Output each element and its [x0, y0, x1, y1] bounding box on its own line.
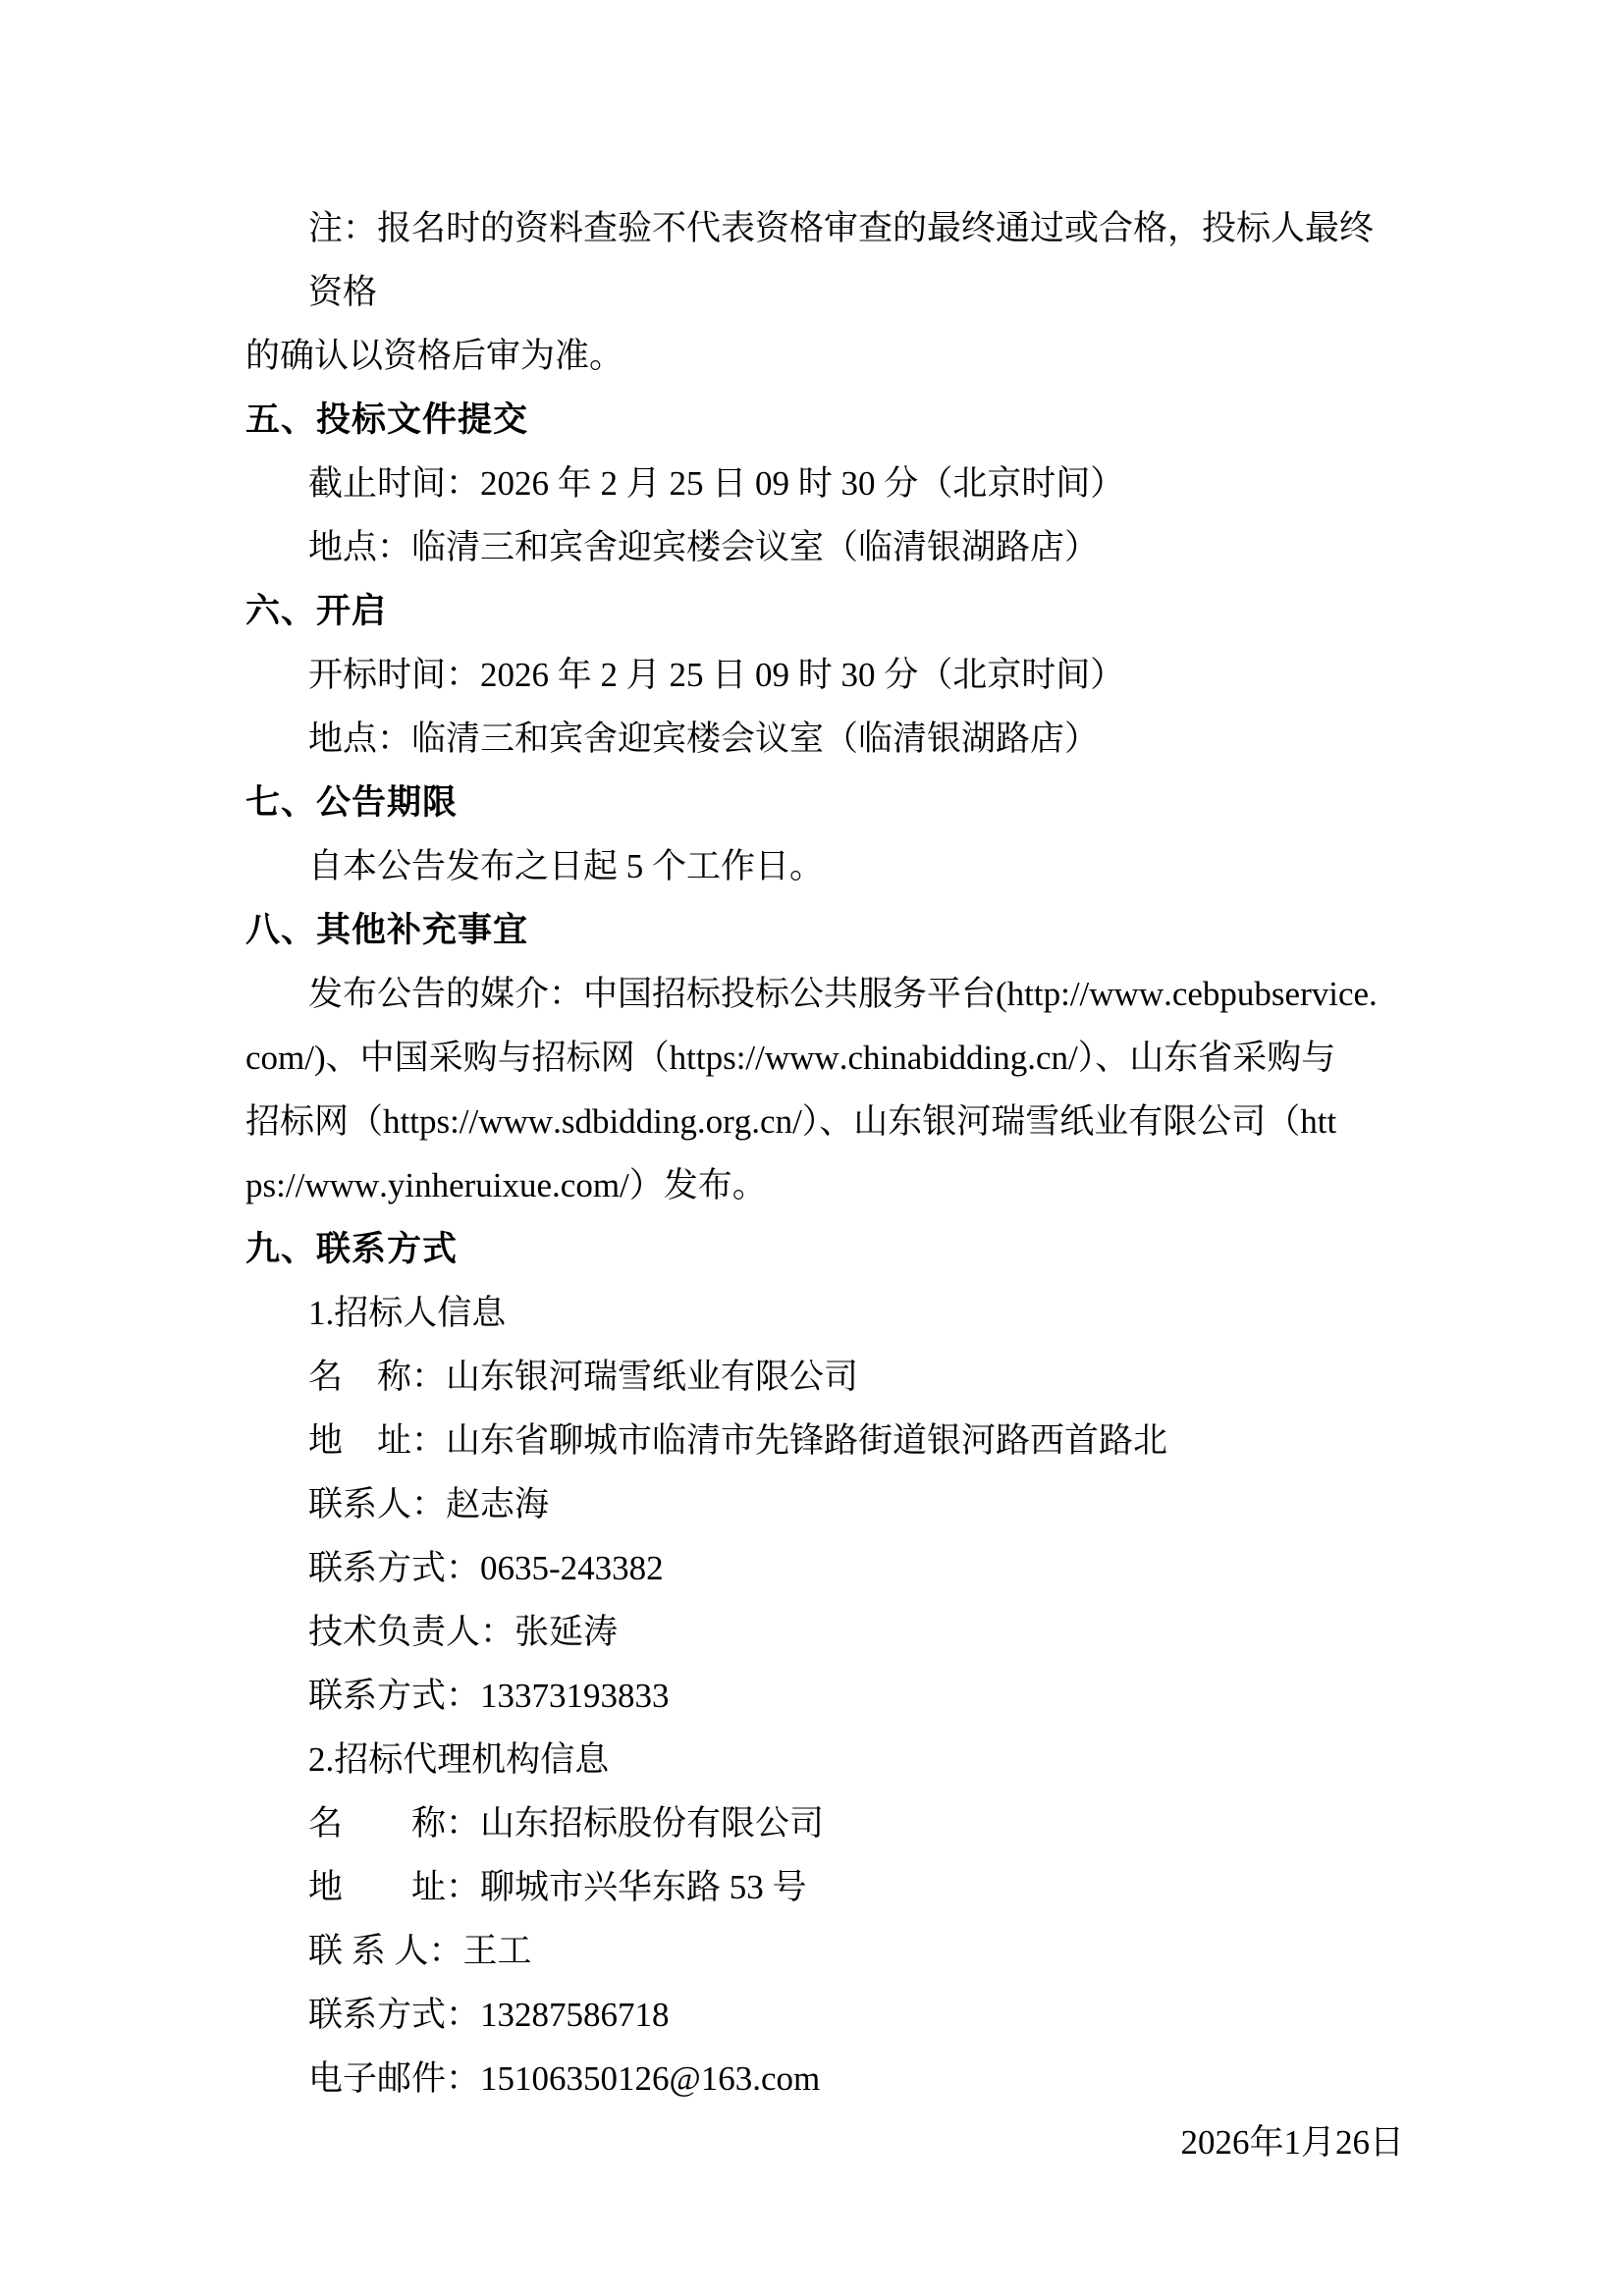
- tenderer-contact-line: 联系人：赵志海: [308, 1485, 550, 1523]
- agency-phone-line: 联系方式：13287586718: [308, 1996, 670, 2034]
- opening-location-line: 地点：临清三和宾舍迎宾楼会议室（临清银湖路店）: [308, 720, 1100, 758]
- opening-time-line: 开标时间：2026 年 2 月 25 日 09 时 30 分（北京时间）: [308, 656, 1125, 694]
- section-7-heading: 七、公告期限: [245, 783, 459, 822]
- agency-name-line: 名 称：山东招标股份有限公司: [308, 1804, 825, 1842]
- tenderer-phone-line: 联系方式：0635-243382: [308, 1549, 664, 1587]
- tenderer-info-heading: 1.招标人信息: [308, 1294, 507, 1332]
- media-paragraph-line-2: com/)、中国采购与招标网（https://www.chinabidding.cn/）、山东省采购与: [245, 1039, 1336, 1077]
- note-paragraph-line-2: 的确认以资格后审为准。: [245, 337, 624, 375]
- media-paragraph-line-1: 发布公告的媒介：中国招标投标公共服务平台(http://www.cebpubservice.: [308, 975, 1378, 1013]
- document-date: 2026年1月26日: [1180, 2123, 1404, 2162]
- section-8-heading: 八、其他补充事宜: [245, 911, 529, 949]
- agency-info-heading: 2.招标代理机构信息: [308, 1740, 610, 1779]
- document-body: [245, 196, 1404, 2110]
- agency-email-line: 电子邮件：15106350126@163.com: [308, 2059, 821, 2098]
- agency-address-line: 地 址：聊城市兴华东路 53 号: [308, 1868, 807, 1906]
- technical-phone-line: 联系方式：13373193833: [308, 1677, 670, 1715]
- tenderer-address-line: 地 址：山东省聊城市临清市先锋路街道银河路西首路北: [308, 1421, 1168, 1460]
- section-9-heading: 九、联系方式: [245, 1230, 459, 1268]
- agency-contact-line: 联 系 人：王工: [308, 1932, 532, 1970]
- document-content: [245, 196, 1404, 2174]
- submit-deadline-line: 截止时间：2026 年 2 月 25 日 09 时 30 分（北京时间）: [308, 464, 1125, 503]
- section-5-heading: 五、投标文件提交: [245, 400, 529, 439]
- announcement-period-line: 自本公告发布之日起 5 个工作日。: [308, 847, 825, 885]
- technical-lead-line: 技术负责人：张延涛: [308, 1613, 619, 1651]
- section-6-heading: 六、开启: [245, 592, 388, 630]
- note-paragraph-line-1: 注：报名时的资料查验不代表资格审查的最终通过或合格，投标人最终资格: [308, 209, 1375, 311]
- submit-location-line: 地点：临清三和宾舍迎宾楼会议室（临清银湖路店）: [308, 528, 1100, 566]
- media-paragraph-line-3: 招标网（https://www.sdbidding.org.cn/）、山东银河瑞雪纸业有限公司（htt: [245, 1102, 1337, 1141]
- media-paragraph-line-4: ps://www.yinheruixue.com/）发布。: [245, 1166, 767, 1204]
- tenderer-name-line: 名 称：山东银河瑞雪纸业有限公司: [308, 1358, 859, 1396]
